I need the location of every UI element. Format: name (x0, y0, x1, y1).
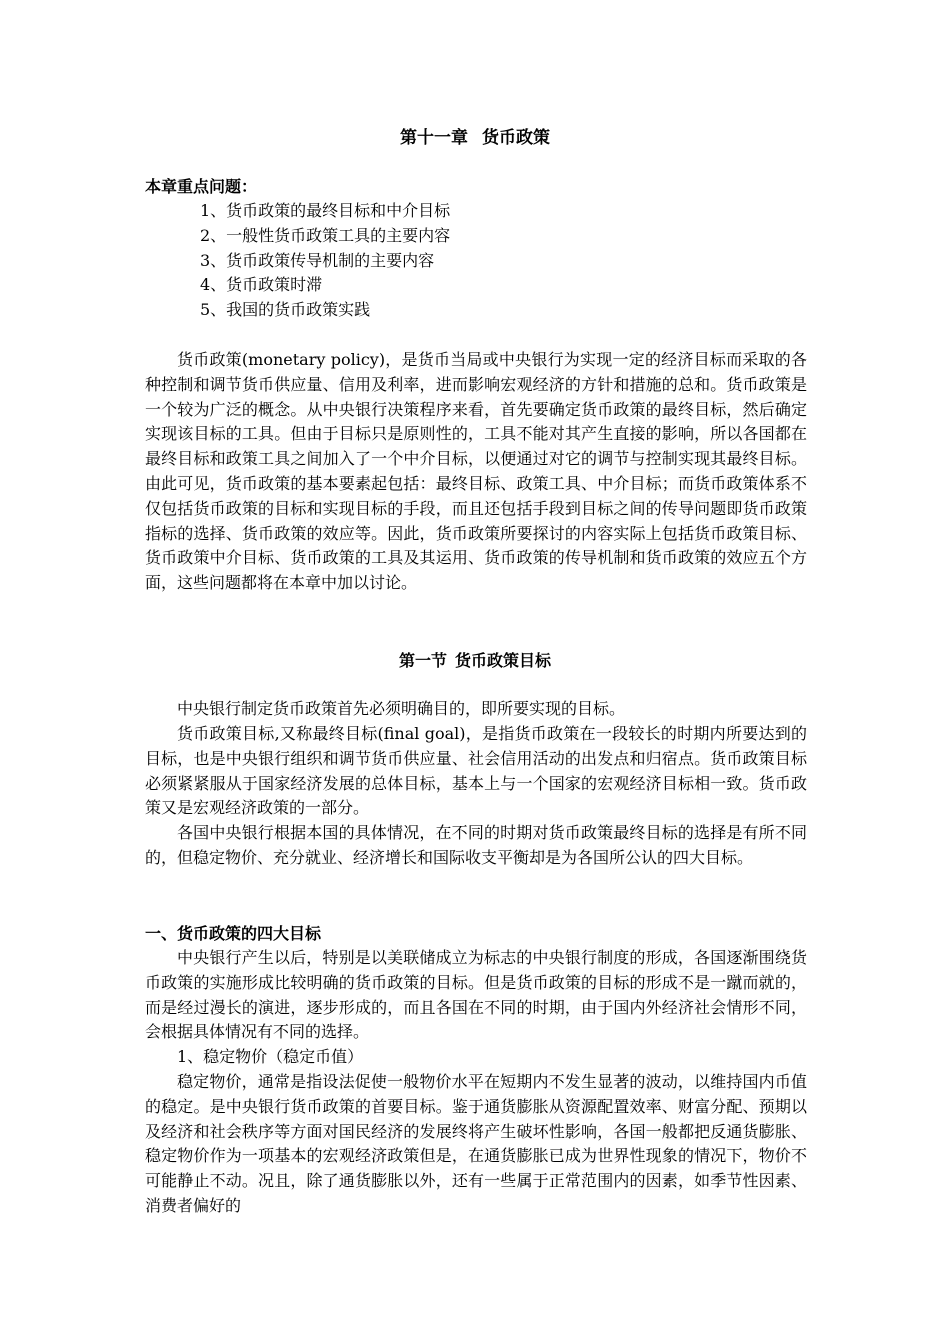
key-questions-list (200, 199, 450, 323)
item-title: 1、稳定物价（稳定币值） (177, 1047, 364, 1066)
chapter-name: 货币政策 (482, 128, 550, 148)
list-item: 3、货币政策传导机制的主要内容 (200, 250, 435, 270)
key-questions-heading: 本章重点问题： (145, 177, 258, 196)
list-item: 1、货币政策的最终目标和中介目标 (200, 201, 451, 220)
section-name: 货币政策目标 (455, 651, 552, 670)
intro-paragraph: 货币政策(monetary policy)，是货币当局或中央银行为实现一定的经济目标而采取的各种控制和调节货币供应量、信用及利率，进而影响宏观经济的方针和措施的总和。货币政策是一个较为广泛的概念。从中央银行决策程序来看，首先要确定货币政策的最终目标，然后确定实现该目标的工具。但由于目标只是原则性的，工具不能对其产生直接的影响，所以各国都在最终目标和政策工具之间加入了一个中介目标，以便通过对它的调节与控制实现其最终目标。由此可见，货币政策的基本要素起包括：最终目标、政策工具、中介目标；而货币政策体系不仅包括货币政策的目标和实现目标的手段，而且还包括手段到目标之间的传导问题即货币政策指标的选择、货币政策的效应等。因此，货币政策所要探讨的内容实际上包括货币政策目标、货币政策中介目标、货币政策的工具及其运用、货币政策的传导机制和货币政策的效应五个方面，这些问题都将在本章中加以讨论。 (145, 350, 807, 593)
list-item: 5、我国的货币政策实践 (200, 300, 371, 320)
section-title (0, 649, 950, 673)
item-paragraph: 稳定物价，通常是指设法促使一般物价水平在短期内不发生显著的波动，以维持国内币值的稳定。是中央银行货币政策的首要目标。鉴于通货膨胀从资源配置效率、财富分配、预期以及经济和社会秩序等方面对国民经济的发展终将产生破坏性影响，各国一般都把反通货膨胀、稳定物价作为一项基本的宏观经济政策但是，在通货膨胀已成为世界性现象的情况下，物价不可能静止不动。况且，除了通货膨胀以外，还有一些属于正常范围内的因素，如季节性因素、消费者偏好的 (145, 1072, 807, 1215)
subsection-heading: 一、货币政策的四大目标 (145, 924, 322, 943)
subsection-paragraph: 中央银行产生以后，特别是以美联储成立为标志的中央银行制度的形成，各国逐渐围绕货币政策的实施形成比较明确的货币政策的目标。但是货币政策的目标的形成不是一蹴而就的，而是经过漫长的演进，逐步形成的，而且各国在不同的时期，由于国内外经济社会情形不同，会根据具体情况有不同的选择。 (145, 948, 807, 1042)
section-paragraph-2: 货币政策目标,又称最终目标(final goal)，是指货币政策在一段较长的时期内所要达到的目标，也是中央银行组织和调节货币供应量、社会信用活动的出发点和归宿点。货币政策目标必须紧紧服从于国家经济发展的总体目标，基本上与一个国家的宏观经济目标相一致。货币政策又是宏观经济政策的一部分。 (145, 724, 807, 818)
chapter-title (0, 125, 950, 151)
chapter-number: 第十一章 (400, 128, 468, 148)
section-paragraph-3: 各国中央银行根据本国的具体情况，在不同的时期对货币政策最终目标的选择是有所不同的，但稳定物价、充分就业、经济增长和国际收支平衡却是为各国所公认的四大目标。 (145, 823, 807, 867)
list-item: 4、货币政策时滞 (200, 275, 323, 295)
section-paragraph-1: 中央银行制定货币政策首先必须明确目的，即所要实现的目标。 (177, 699, 626, 718)
list-item: 2、一般性货币政策工具的主要内容 (200, 225, 451, 245)
section-number: 第一节 (398, 651, 447, 670)
